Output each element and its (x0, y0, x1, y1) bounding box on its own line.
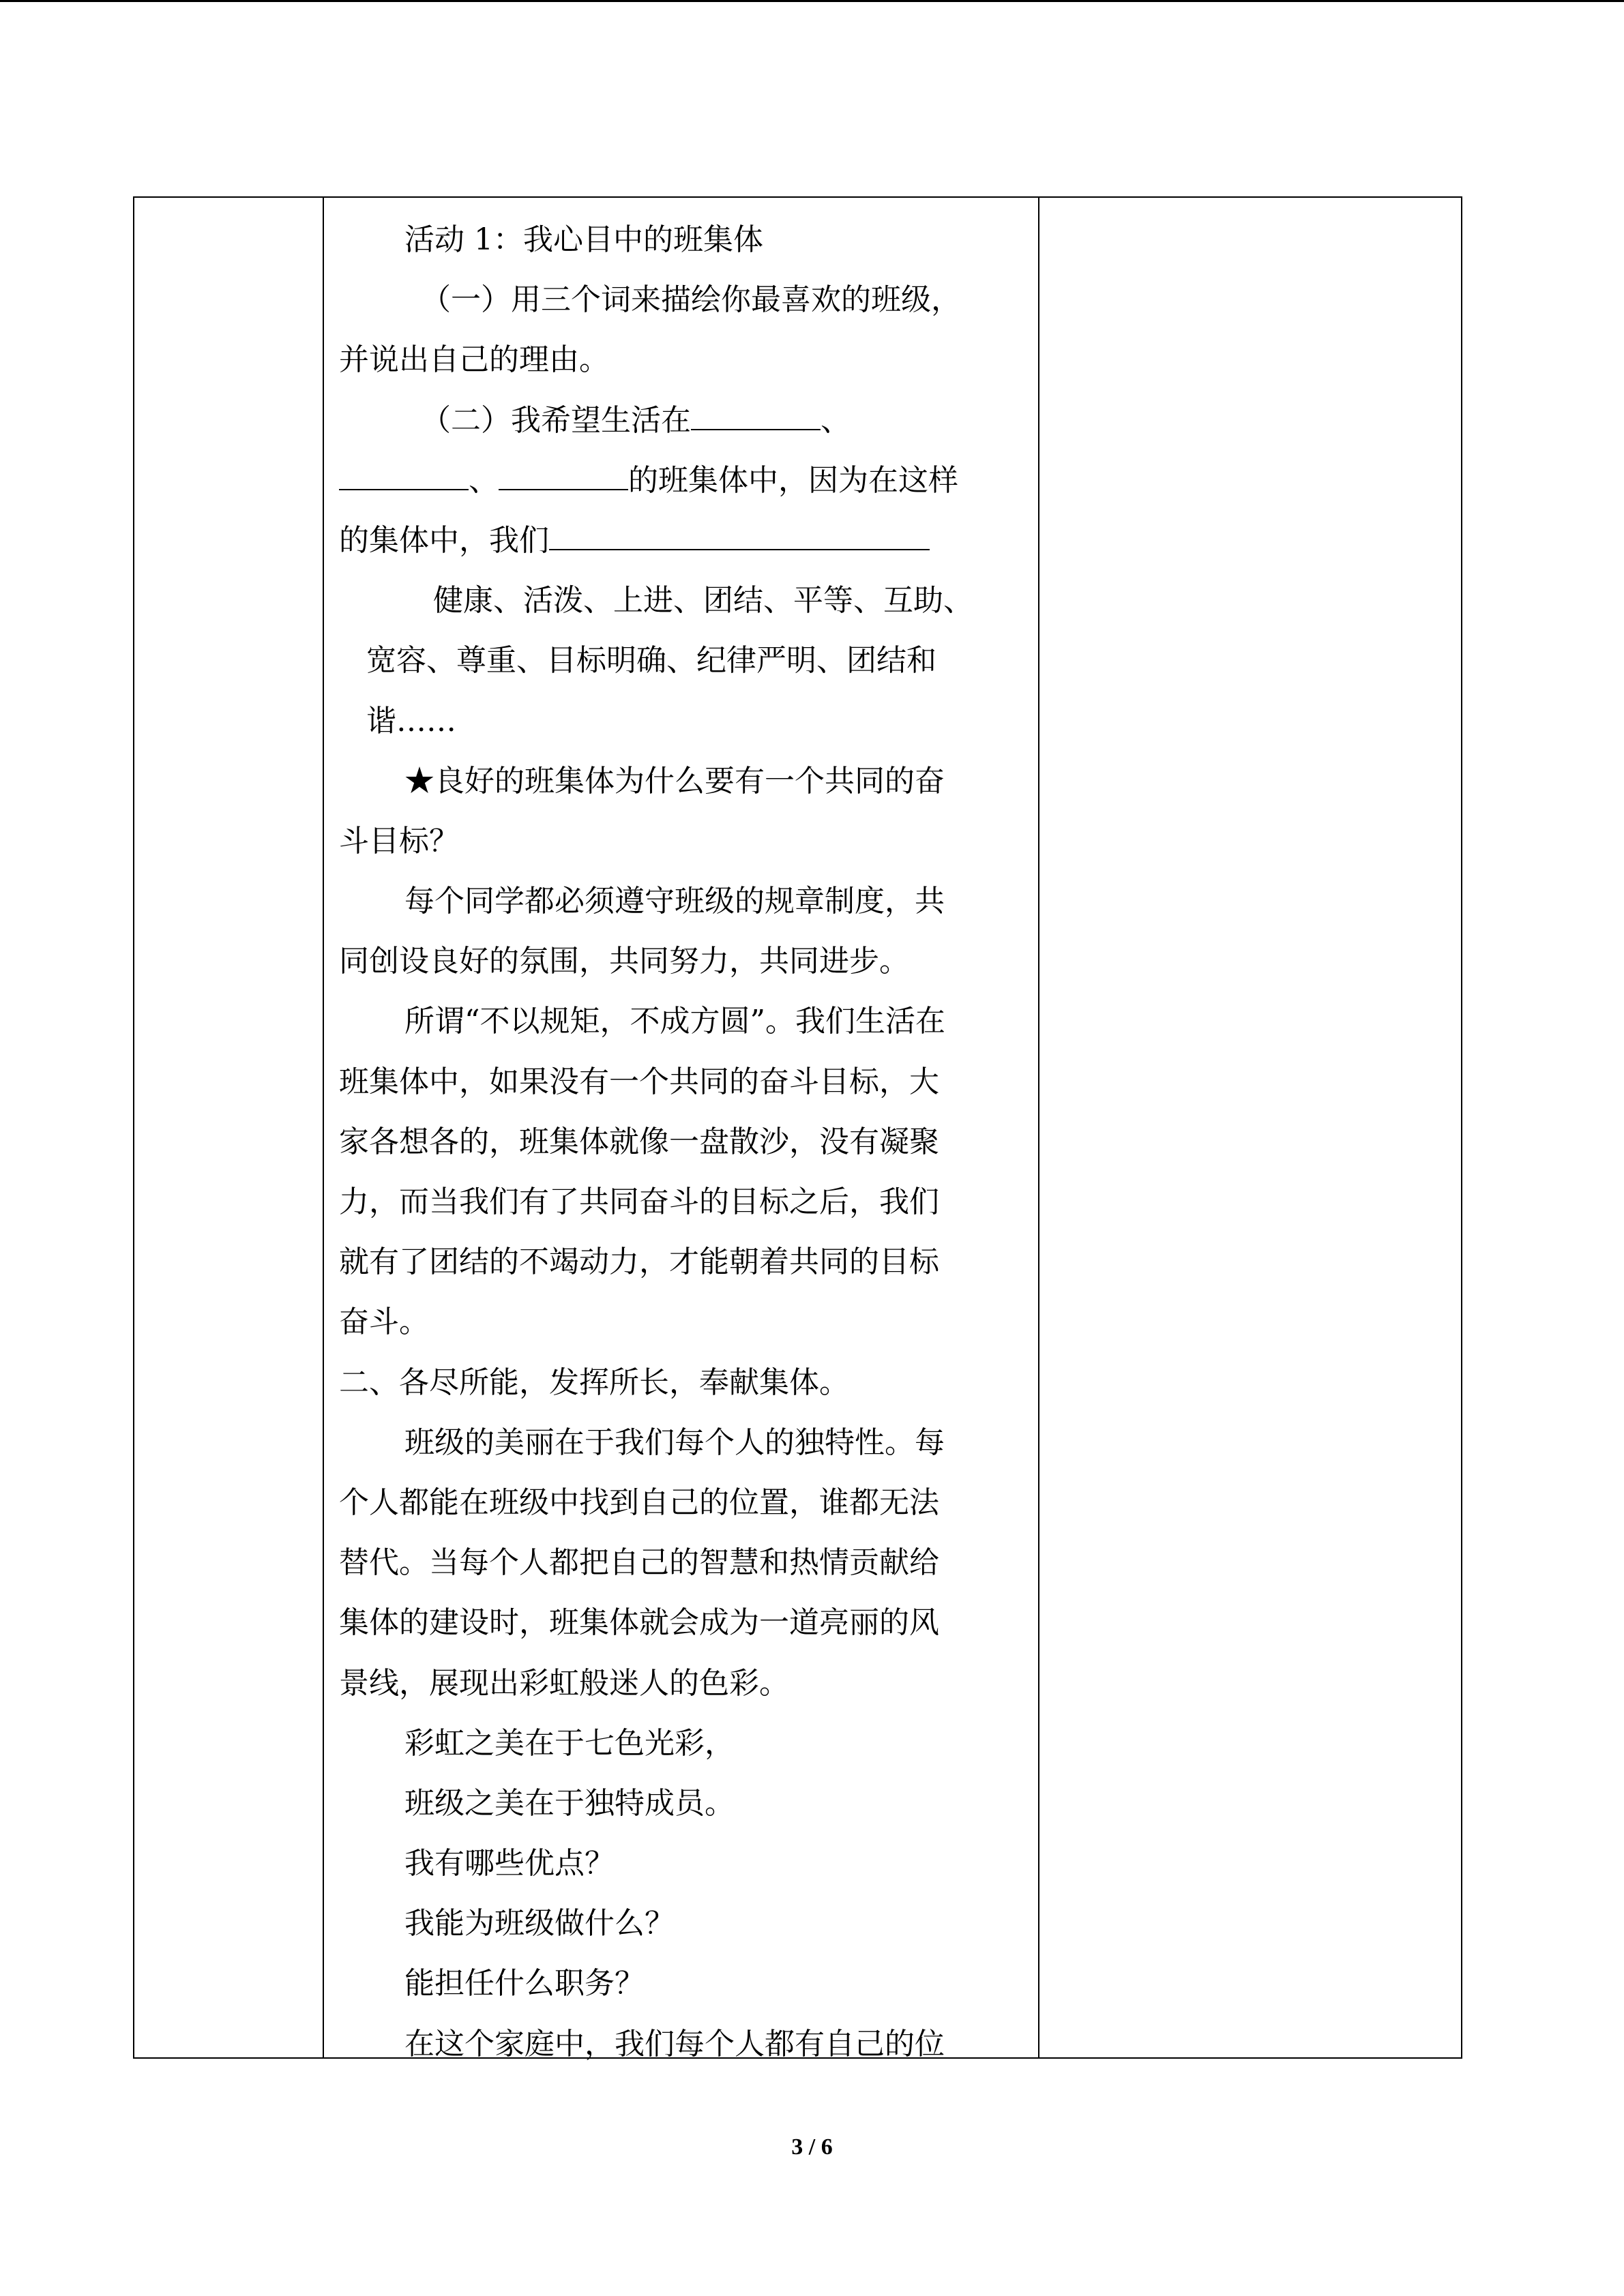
question-line: 斗目标？ (339, 823, 459, 859)
text-fragment: （二）我希望生活在 (421, 402, 691, 438)
question-line: 能担任什么职务？ (404, 1966, 645, 2001)
activity-content-cell (339, 210, 1021, 2074)
text-line: 在这个家庭中，我们每个人都有自己的位 (404, 2026, 945, 2061)
fill-in-line (339, 451, 1021, 511)
fill-in-blank[interactable] (549, 522, 930, 550)
text-line: 每个同学都必须遵守班级的规章制度，共 (404, 884, 945, 919)
text-fragment: 的集体中，我们 (339, 522, 549, 558)
fill-in-blank[interactable] (691, 402, 821, 430)
fill-in-line (339, 511, 1021, 571)
text-line: 景线，展现出彩虹般迷人的色彩。 (339, 1665, 789, 1701)
word-list-line: 宽容、尊重、目标明确、纪律严明、团结和 (366, 643, 936, 679)
text-line: 就有了团结的不竭动力，才能朝着共同的目标 (339, 1244, 939, 1280)
activity-heading: 活动 1：我心目中的班集体 (404, 222, 763, 257)
text-line: 个人都能在班级中找到自己的位置，谁都无法 (339, 1485, 939, 1520)
column-divider-right (1038, 198, 1039, 2057)
fill-in-blank[interactable] (499, 462, 628, 490)
section-heading: 二、各尽所能，发挥所长，奉献集体。 (339, 1365, 849, 1400)
text-line: 彩虹之美在于七色光彩， (404, 1725, 735, 1761)
text-line: 班集体中，如果没有一个共同的奋斗目标，大 (339, 1064, 939, 1099)
text-line: （一）用三个词来描绘你最喜欢的班级， (421, 282, 961, 318)
text-fragment: 的班集体中，因为在这样 (628, 462, 958, 498)
text-line: 集体的建设时，班集体就会成为一道亮丽的风 (339, 1605, 939, 1641)
question-line: 我能为班级做什么？ (404, 1906, 675, 1941)
page-number: 3 / 6 (791, 2134, 833, 2160)
text-line: 力，而当我们有了共同奋斗的目标之后，我们 (339, 1184, 939, 1219)
text-line: 班级之美在于独特成员。 (404, 1785, 735, 1821)
word-list-line: 健康、活泼、上进、团结、平等、互助、 (433, 583, 973, 618)
fill-in-blank[interactable] (339, 462, 469, 490)
text-line: 家各想各的，班集体就像一盘散沙，没有凝聚 (339, 1124, 939, 1159)
question-line: ★良好的班集体为什么要有一个共同的奋 (404, 763, 945, 799)
column-divider-left (323, 198, 324, 2057)
text-line: 并说出自己的理由。 (339, 342, 609, 378)
text-line: 所谓“不以规矩，不成方圆”。我们生活在 (404, 1004, 945, 1039)
text-line: 同创设良好的氛围，共同努力，共同进步。 (339, 944, 909, 979)
lesson-table (133, 196, 1462, 2059)
question-line: 我有哪些优点？ (404, 1846, 615, 1881)
text-line: 奋斗。 (339, 1304, 429, 1340)
text-fragment: 、 (821, 402, 851, 438)
fill-in-line (339, 391, 1021, 451)
text-fragment: 、 (469, 462, 499, 498)
top-rule (0, 0, 1624, 2)
text-line: 班级的美丽在于我们每个人的独特性。每 (404, 1425, 945, 1460)
word-list-line: 谐…… (366, 703, 456, 739)
text-line: 替代。当每个人都把自己的智慧和热情贡献给 (339, 1545, 939, 1581)
